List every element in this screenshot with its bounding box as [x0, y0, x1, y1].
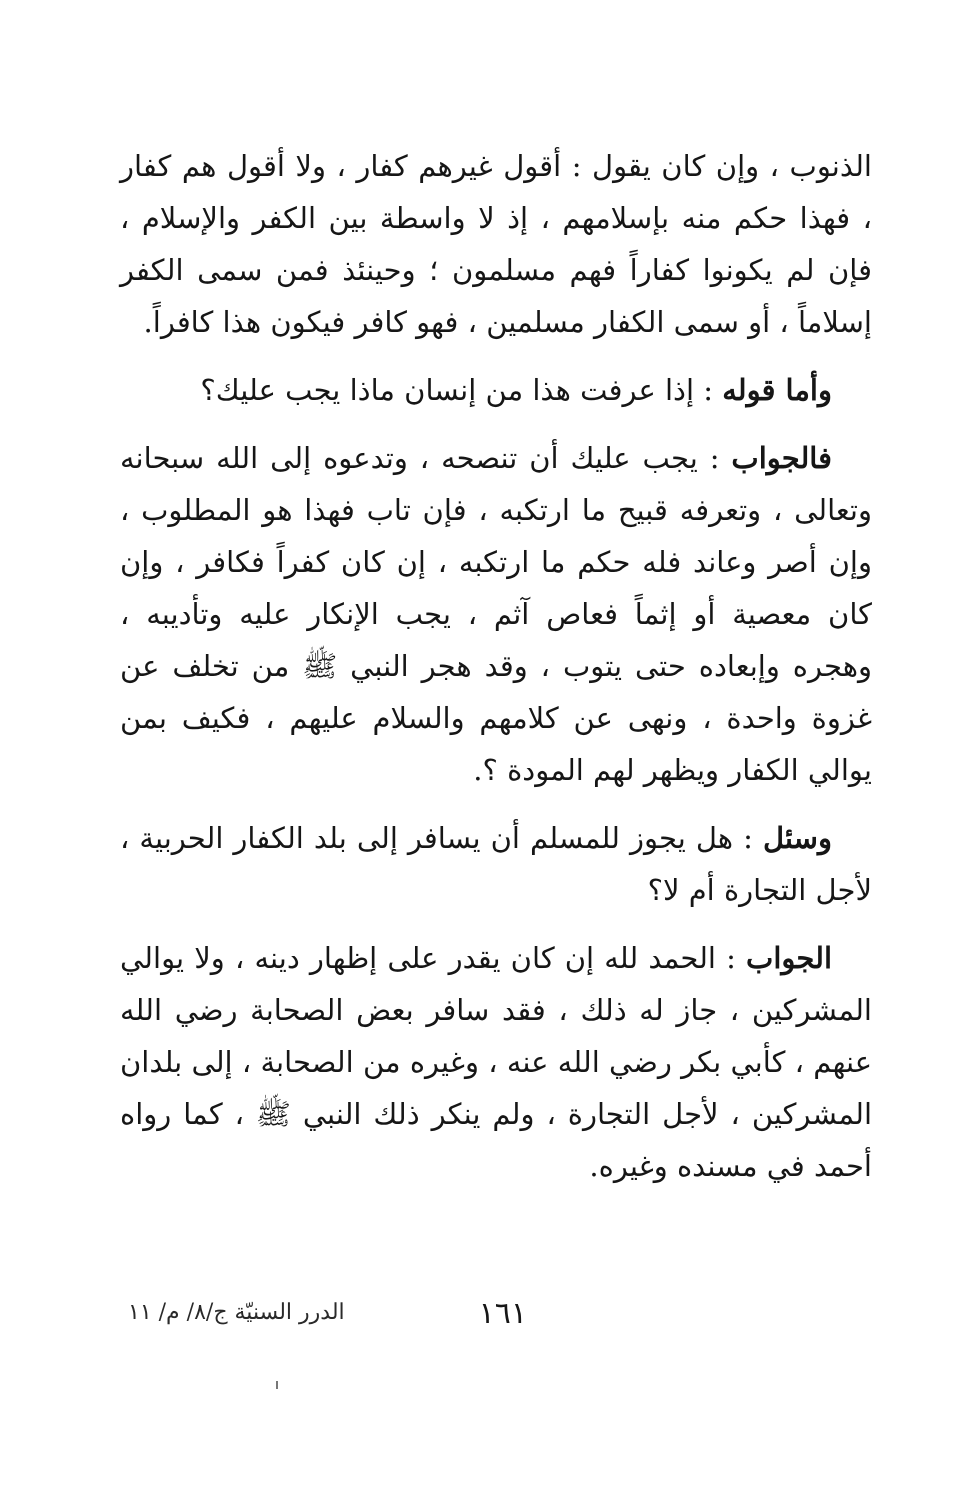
- paragraph-text: : إذا عرفت هذا من إنسان ماذا يجب عليك؟: [200, 373, 723, 407]
- paragraph-question-obligation: [120, 364, 872, 416]
- paragraph-lead: الجواب: [746, 941, 832, 975]
- paragraph-text: : الحمد لله إن كان يقدر على إظهار دينه ، ولا يوالي المشركين ، جاز له ذلك ، فقد سافر بعض الصحابة رضي الله عنهم ، كأبي بكر رضي الله عنه ، وغيره من الصحابة ، إلى بلدان المشركين ، لأجل التجارة ، ولم ينكر ذلك النبي ﷺ ، كما رواه أحمد في مسنده وغيره.: [120, 941, 872, 1183]
- paragraph-text: : يجب عليك أن تنصحه ، وتدعوه إلى الله سبحانه وتعالى ، وتعرفه قبيح ما ارتكبه ، فإن تاب فهذا هو المطلوب ، وإن أصر وعاند فله حكم ما ارتكبه ، إن كان كفراً فكافر ، وإن كان معصية أو إثماً فعاص آثم ، يجب الإنكار عليه وتأديبه ، وهجره وإبعاده حتى يتوب ، وقد هجر النبي ﷺ من تخلف عن غزوة واحدة ، ونهى عن كلامهم والسلام عليهم ، فكيف بمن يوالي الكفار ويظهر لهم المودة ؟.: [120, 441, 872, 787]
- paragraph-lead: وسئل: [762, 821, 832, 855]
- scan-mark: [276, 1381, 278, 1389]
- paragraph-lead: وأما قوله: [722, 373, 832, 407]
- paragraph-text: الذنوب ، وإن كان يقول : أقول غيرهم كفار ، ولا أقول هم كفار ، فهذا حكم منه بإسلامهم ، إذ لا واسطة بين الكفر والإسلام ، فإن لم يكونوا كفاراً فهم مسلمون ؛ وحينئذ فمن سمى الكفر إسلاماً ، أو سمى الكفار مسلمين ، فهو كافر فيكون هذا كافراً.: [120, 149, 872, 339]
- page-body: [120, 140, 872, 1208]
- paragraph-text: : هل يجوز للمسلم أن يسافر إلى بلد الكفار الحربية ، لأجل التجارة أم لا؟: [120, 821, 872, 907]
- paragraph-answer-travel: [120, 932, 872, 1192]
- source-reference: الدرر السنيّة ج/٨/ م/ ١١: [128, 1300, 345, 1325]
- page-number: ١٦١: [478, 1296, 527, 1331]
- paragraph-takfir-ruling: [120, 140, 872, 348]
- paragraph-lead: فالجواب: [731, 441, 832, 475]
- paragraph-answer-obligation: [120, 432, 872, 796]
- paragraph-question-travel: [120, 812, 872, 916]
- page-footer: [120, 1292, 872, 1336]
